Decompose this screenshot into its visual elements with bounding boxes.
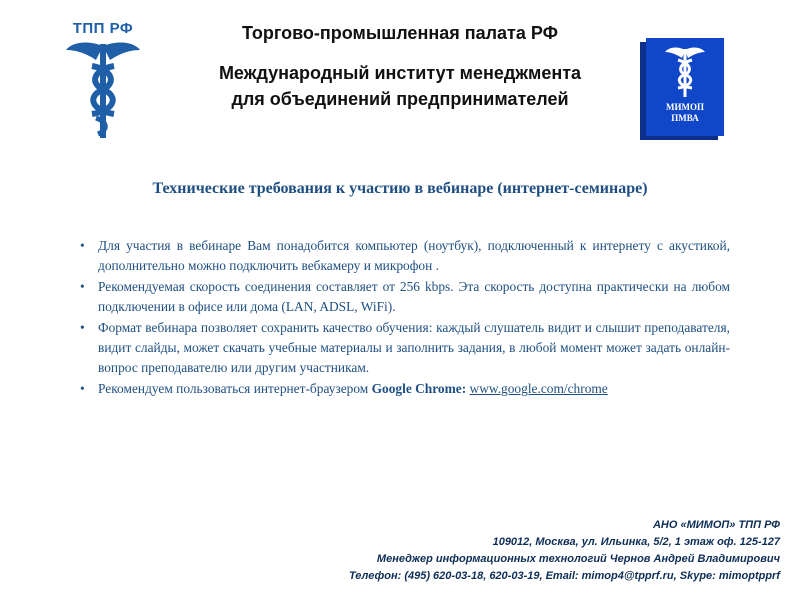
book-label bbox=[646, 102, 724, 124]
page-title: Технические требования к участию в вебинаре (интернет-семинаре) bbox=[152, 180, 648, 197]
requirements-list bbox=[80, 236, 730, 400]
list-item: • Рекомендуемая скорость соединения составляет от 256 kbps. Эта скорость доступна практически на любом подключении в офисе или дома (LAN, ADSL, WiFi). bbox=[80, 277, 730, 317]
header bbox=[160, 20, 640, 112]
book-label-line2: ПМВА bbox=[671, 113, 699, 123]
footer-address: 109012, Москва, ул. Ильинка, 5/2, 1 этаж оф. 125-127 bbox=[492, 536, 780, 548]
header-institute-line2: для объединений предпринимателей bbox=[231, 89, 569, 109]
browser-name: Google Chrome: bbox=[371, 381, 467, 396]
footer-org: АНО «МИМОП» ТПП РФ bbox=[652, 519, 780, 531]
caduceus-icon bbox=[664, 46, 706, 98]
browser-bullet-prefix: Рекомендуем пользоваться интернет-браузером bbox=[98, 381, 372, 396]
caduceus-icon bbox=[62, 38, 144, 140]
footer-manager: Менеджер информационных технологий Чернов Андрей Владимирович bbox=[376, 553, 780, 565]
tpp-logo bbox=[62, 20, 144, 140]
list-item: • Для участия в вебинаре Вам понадобится компьютер (ноутбук), подключенный к интернету с акустикой, дополнительно можно подключить вебкамеру и микрофон . bbox=[80, 236, 730, 276]
book-spine bbox=[640, 42, 646, 140]
header-institute-line1: Международный институт менеджмента bbox=[218, 63, 582, 83]
footer-contacts bbox=[180, 517, 780, 585]
book-cover bbox=[646, 38, 724, 136]
header-chamber-name: Торгово-промышленная палата РФ bbox=[242, 23, 558, 43]
book-label-line1: МИМОП bbox=[666, 102, 704, 112]
mimop-book-logo bbox=[640, 38, 726, 138]
tpp-brand-text: ТПП РФ bbox=[72, 20, 134, 37]
list-item-browser bbox=[80, 379, 730, 399]
chrome-link[interactable]: www.google.com/chrome bbox=[469, 381, 608, 396]
footer-contact-info: Телефон: (495) 620-03-18, 620-03-19, Email: mimop4@tpprf.ru, Skype: mimoptpprf bbox=[349, 570, 780, 582]
list-item: • Формат вебинара позволяет сохранить качество обучения: каждый слушатель видит и слышит преподавателя, видит слайды, может скачать учебные материалы и заполнить задания, в любой момент может задать онлайн-вопрос преподавателю или другим участникам. bbox=[80, 318, 730, 378]
